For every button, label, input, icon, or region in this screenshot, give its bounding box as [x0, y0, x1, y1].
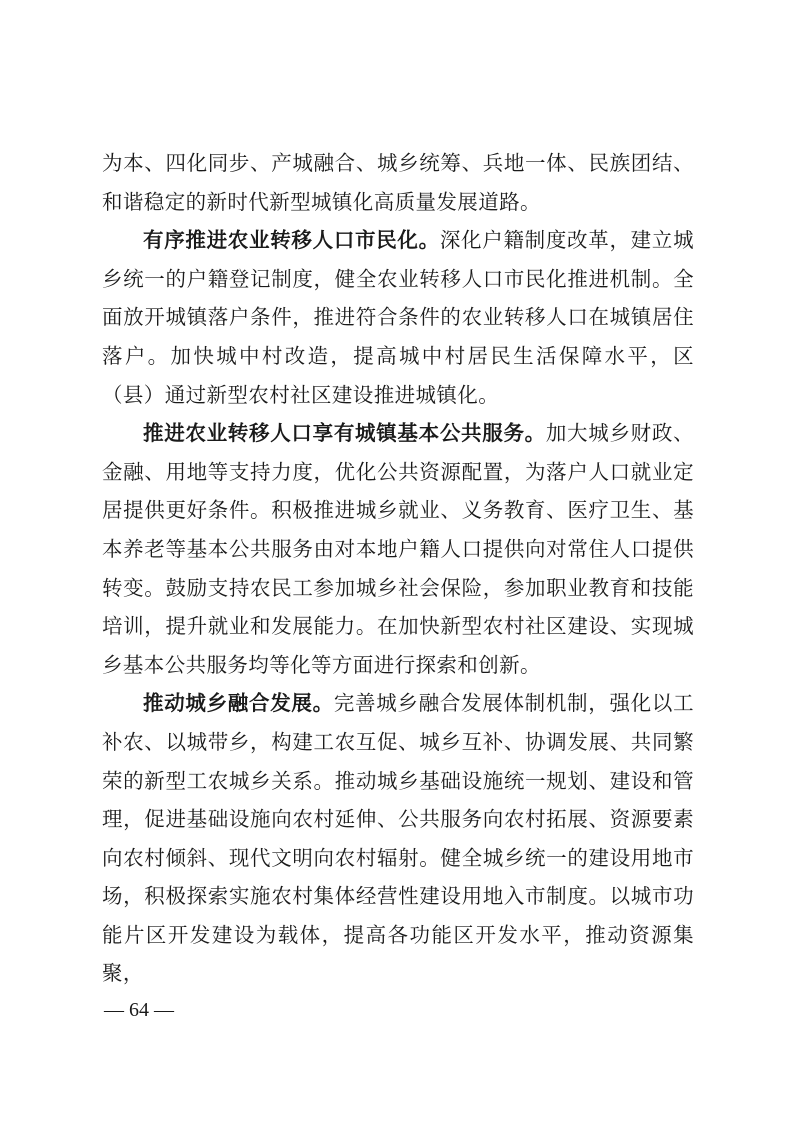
paragraph-4 — [102, 684, 694, 993]
paragraph-2-text: 深化户籍制度改革，建立城乡统一的户籍登记制度，健全农业转移人口市民化推进机制。全面放开城镇落户条件，推进符合条件的农业转移人口在城镇居住落户。加快城中村改造，提高城中村居民生活保障水平，区（县）通过新型农村社区建设推进城镇化。 — [102, 228, 694, 407]
paragraph-3 — [102, 414, 694, 684]
paragraph-3-text: 加大城乡财政、金融、用地等支持力度，优化公共资源配置，为落户人口就业定居提供更好条件。积极推进城乡就业、义务教育、医疗卫生、基本养老等基本公共服务由对本地户籍人口提供向对常住人口提供转变。鼓励支持农民工参加城乡社会保险，参加职业教育和技能培训，提升就业和发展能力。在加快新型农村社区建设、实现城乡基本公共服务均等化等方面进行探索和创新。 — [102, 421, 694, 677]
document-body — [102, 144, 694, 993]
paragraph-4-text: 完善城乡融合发展体制机制，强化以工补农、以城带乡，构建工农互促、城乡互补、协调发展、共同繁荣的新型工农城乡关系。推动城乡基础设施统一规划、建设和管理，促进基础设施向农村延伸、公共服务向农村拓展、资源要素向农村倾斜、现代文明向农村辐射。健全城乡统一的建设用地市场，积极探索实施农村集体经营性建设用地入市制度。以城市功能片区开发建设为载体，提高各功能区开发水平，推动资源集聚， — [102, 691, 694, 986]
paragraph-1-text: 为本、四化同步、产城融合、城乡统筹、兵地一体、民族团结、和谐稳定的新时代新型城镇化高质量发展道路。 — [102, 151, 694, 214]
page-number: — 64 — — [104, 999, 174, 1021]
paragraph-4-lead: 推动城乡融合发展。 — [143, 691, 334, 716]
paragraph-2-lead: 有序推进农业转移人口市民化。 — [143, 228, 440, 253]
paragraph-1 — [102, 144, 694, 221]
paragraph-2 — [102, 221, 694, 414]
paragraph-3-lead: 推进农业转移人口享有城镇基本公共服务。 — [143, 421, 546, 446]
